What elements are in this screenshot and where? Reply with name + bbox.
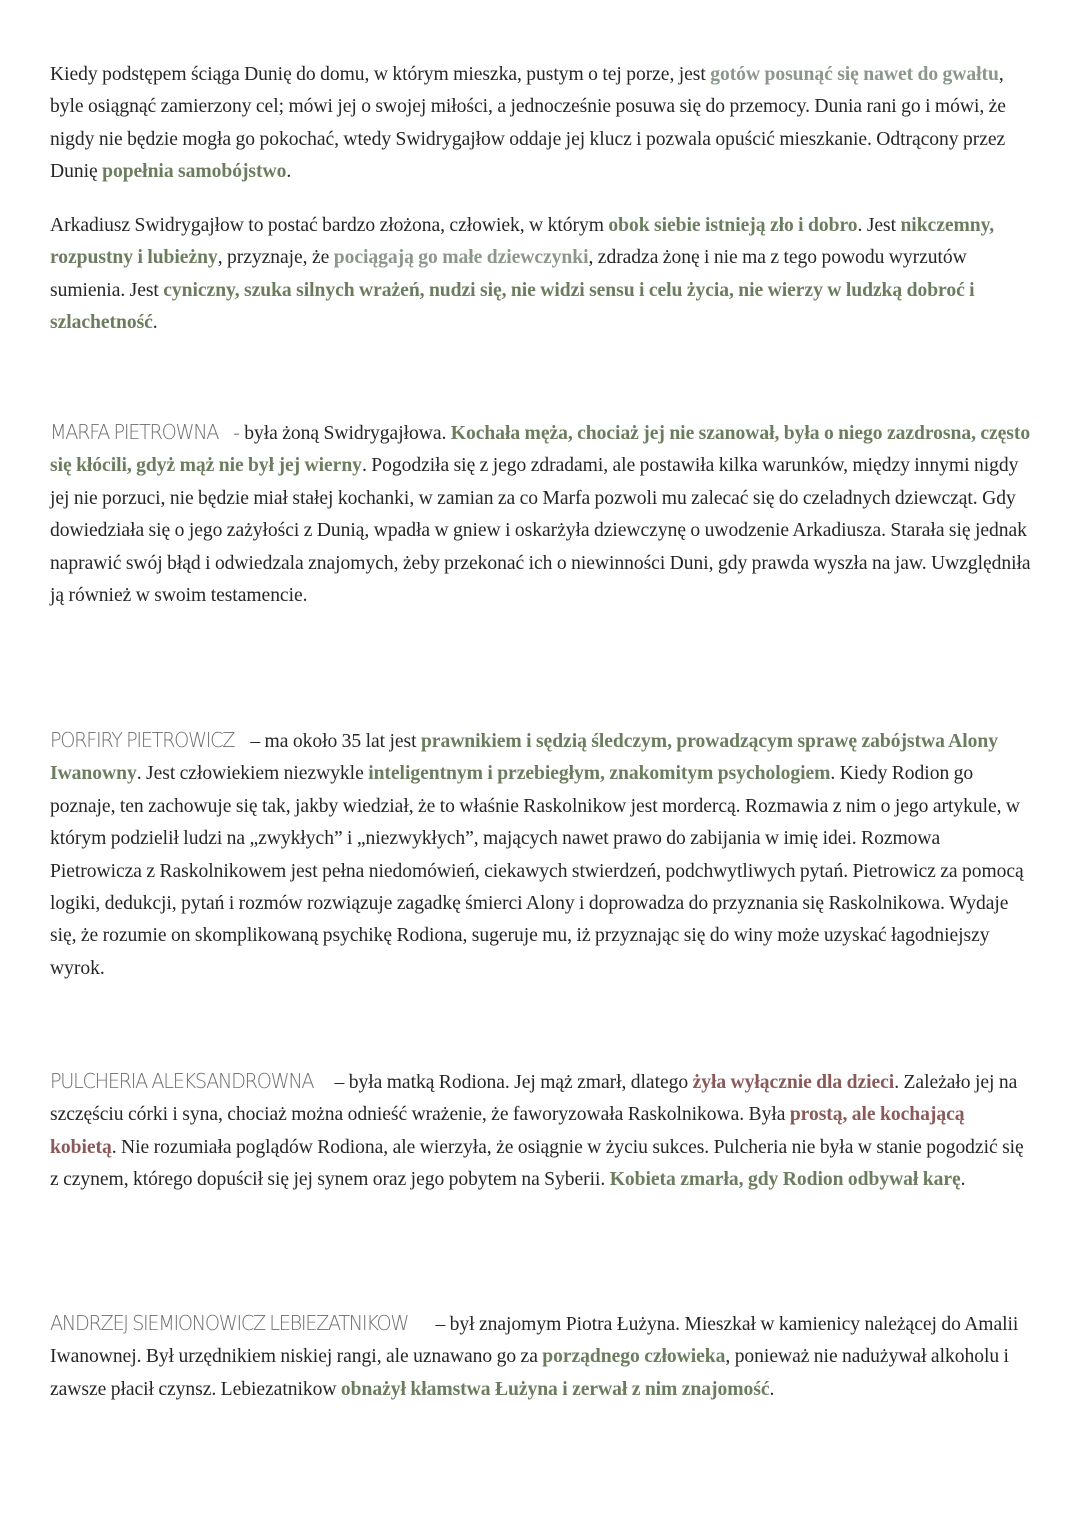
highlight-phrase: porządnego człowieka	[542, 1346, 726, 1368]
text-run: ma około 35 lat jest	[264, 731, 421, 752]
text-run: , przyznaje, że	[217, 247, 334, 269]
highlight-phrase: Kobieta zmarła, gdy Rodion odbywał karę	[609, 1169, 961, 1191]
highlight-phrase: Kochała męża, chociaż jej nie szanował, była o niego zazdrosna, często się kłócili, gdyż mąż nie był jej wierny	[50, 423, 1031, 477]
name-dash: -	[228, 423, 245, 444]
highlight-phrase: cyniczny, szuka silnych wrażeń, nudzi się, nie widzi sensu i celu życia, nie wierzy w ludzką dobroć i szlachetność	[50, 279, 975, 334]
highlight-phrase: obok siebie istnieją zło i dobro	[608, 215, 858, 236]
text-run: był znajomym Piotra Łużyna. Mieszkał w kamienicy należącej do Amalii Iwanownej. Był urzędnikiem niskiej rangi, ale uznawano go za	[50, 1314, 1019, 1368]
text-run: .	[152, 312, 158, 334]
paragraph-swidrygajlow-dunia	[50, 59, 1035, 189]
highlight-phrase: inteligentnym i przebiegłym, znakomitym psychologiem	[368, 763, 831, 785]
text-run: . Zależało jej na szczęściu córki i syna, chociaż można odnieść wrażenie, że faworyzowała Raskolnikowa. Była	[50, 1072, 1018, 1126]
highlight-phrase: gotów posunąć się nawet do gwałtu	[710, 64, 999, 85]
paragraph-andrzej-lebiezatnikow	[50, 1307, 1035, 1406]
highlight-phrase: żyła wyłącznie dla dzieci	[692, 1072, 895, 1093]
text-run: była matką Rodiona. Jej mąż zmarł, dlatego	[348, 1072, 693, 1093]
text-run: . Kiedy Rodion go poznaje, ten zachowuje się tak, jakby wiedział, że to właśnie Raskolnikow jest mordercą. Rozmawia z nim o jego artykule, w którym podzielił ludzi na „zwykłych” i „niezwykłych”, mających nawet prawo do zabijania w imię idei. Rozmowa Pietrowicza z Raskolnikowem jest pełna niedomówień, ciekawych stwierdzeń, podchwytliwych pytań. Pietrowicz za pomocą logiki, dedukcji, pytań i rozmów rozwiązuje zagadkę śmierci Alony i doprowadza do przyznania się Raskolnikowa. Wydaje się, że rozumie on skomplikowaną psychikę Rodiona, sugeruje mu, iż przyznając się do winy może uzyskać łagodniejszy wyrok.	[50, 763, 1024, 979]
name-dash: –	[431, 1314, 450, 1335]
name-dash: –	[330, 1072, 349, 1093]
name-dash: –	[245, 731, 265, 752]
paragraph-swidrygajlow-character	[50, 210, 1035, 340]
text-run: . Jest	[857, 215, 901, 236]
text-run: .	[286, 161, 292, 183]
text-run: , byle osiągnąć zamierzony cel; mówi jej o swojej miłości, a jednocześnie posuwa się do przemocy. Dunia rani go i mówi, że nigdy nie będzie mogła go pokochać, wtedy Swidrygajłow oddaje jej klucz i pozwala opuścić mieszkanie. Odtrącony przez Dunię	[50, 64, 1006, 183]
character-name-heading: ANDRZEJ SIEMIONOWICZ LEBIEZATNIKOW	[50, 1311, 409, 1335]
text-run: Kiedy podstępem ściąga Dunię do domu, w którym mieszka, pustym o tej porze, jest	[50, 64, 711, 85]
text-run: .	[960, 1169, 966, 1191]
paragraph-porfiry-pietrowicz	[50, 724, 1035, 985]
highlight-phrase: nikczemny, rozpustny i lubieżny	[50, 215, 995, 269]
text-run: , ponieważ nie nadużywał alkoholu i zawsze płacił czynsz. Lebiezatnikow	[50, 1346, 1009, 1400]
text-run: . Nie rozumiała poglądów Rodiona, ale wierzyła, że osiągnie w życiu sukces. Pulcheria nie była w stanie pogodzić się z czynem, którego dopuścił się jej synem oraz jego pobytem na Syberii.	[50, 1136, 1024, 1191]
text-run: , zdradza żonę i nie ma z tego powodu wyrzutów sumienia. Jest	[50, 247, 967, 301]
highlight-phrase: prawnikiem i sędzią śledczym, prowadzącym sprawę zabójstwa Alony Iwanowny	[50, 731, 999, 785]
character-name-heading: PULCHERIA ALEKSANDROWNA	[50, 1069, 314, 1093]
text-run: . Pogodziła się z jego zdradami, ale postawiła kilka warunków, między innymi nigdy jej nie porzuci, nie będzie miał stałej kochanki, w zamian za co Marfa pozwoli mu zalecać się do czeladnych dziewcząt. Gdy dowiedziała się o jego zażyłości z Dunią, wpadła w gniew i oskarżyła dziewczynę o uwodzenie Arkadiusza. Starała się jednak naprawić swój błąd i odwiedzala znajomych, żeby przekonać ich o niewinności Duni, gdy prawda wyszła na jaw. Uwzględniła ją również w swoim testamencie.	[50, 455, 1031, 607]
highlight-phrase: prostą, ale kochającą kobietą	[50, 1104, 965, 1158]
text-run: Arkadiusz Swidrygajłow to postać bardzo złożona, człowiek, w którym	[50, 215, 609, 236]
text-run: .	[769, 1378, 775, 1400]
text-run: była żoną Swidrygajłowa.	[244, 423, 451, 444]
highlight-phrase: pociągają go małe dziewczynki	[333, 247, 589, 269]
paragraph-pulcheria-aleksandrowna	[50, 1065, 1035, 1197]
highlight-phrase: popełnia samobójstwo	[102, 161, 287, 183]
character-name-heading: MARFA PIETROWNA	[50, 420, 219, 444]
text-run: . Jest człowiekiem niezwykle	[136, 763, 369, 785]
paragraph-marfa-pietrowna	[50, 416, 1035, 612]
character-name-heading: PORFIRY PIETROWICZ	[50, 728, 235, 752]
highlight-phrase: obnażył kłamstwa Łużyna i zerwał z nim znajomość	[340, 1378, 770, 1400]
